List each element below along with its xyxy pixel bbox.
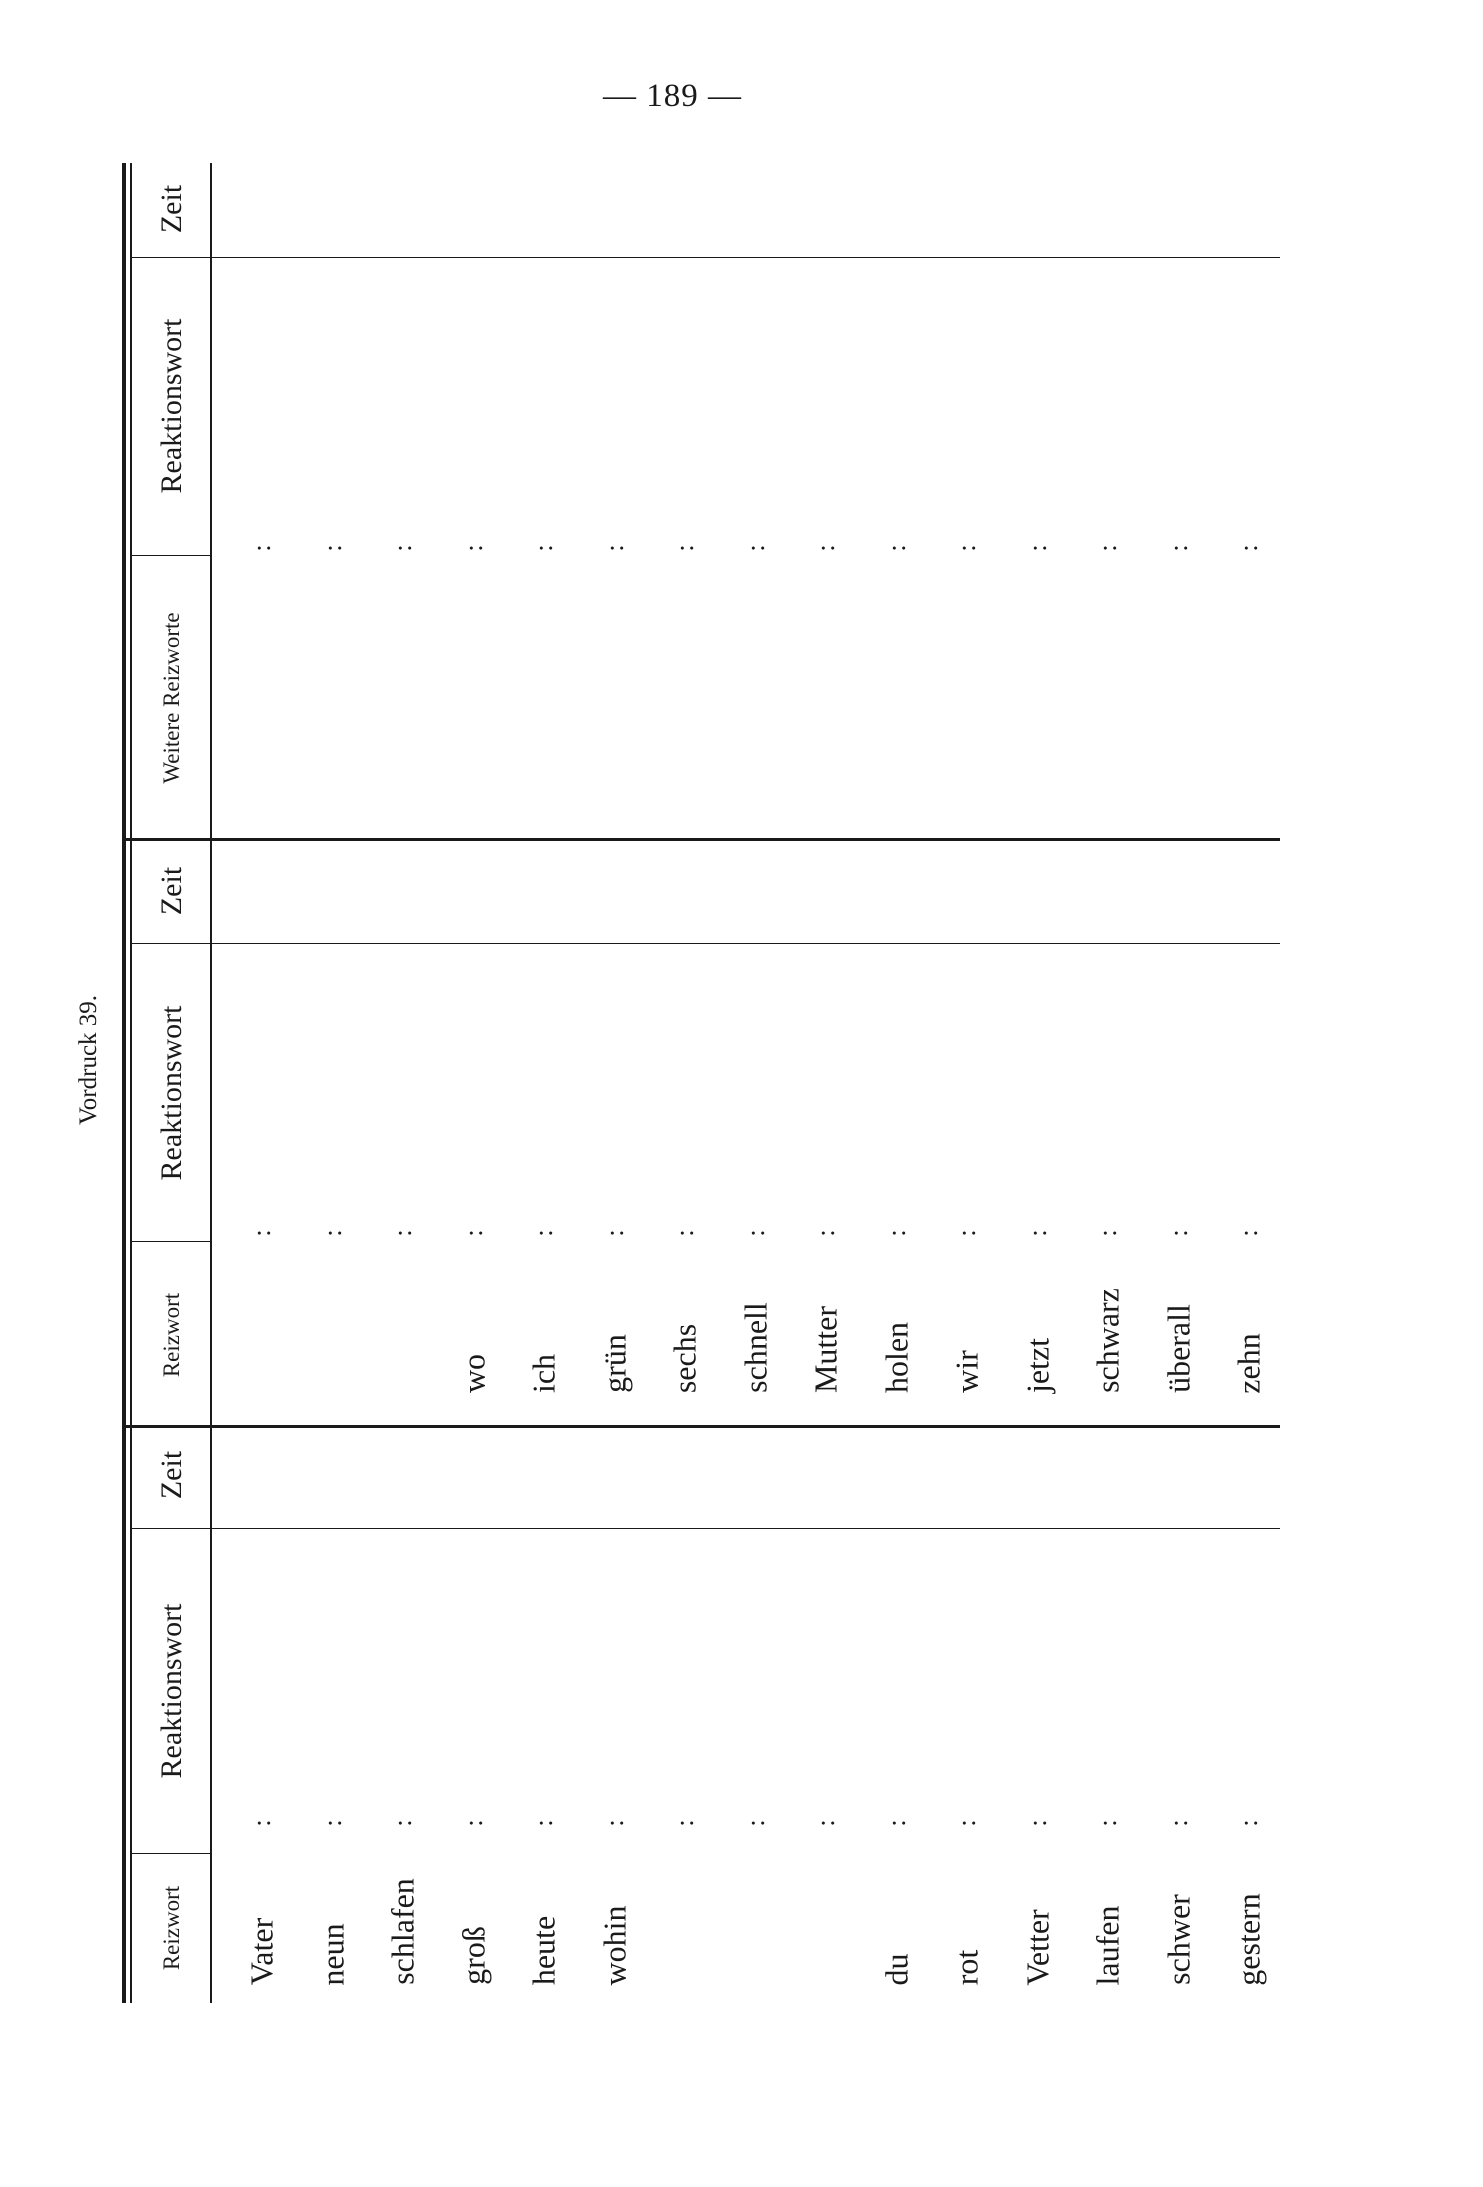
colon-mark: :: [599, 1229, 629, 1237]
header-tick: [132, 257, 210, 258]
colon-mark: :: [1022, 544, 1052, 552]
stimulus-word: gestern: [1230, 1892, 1267, 1986]
colon-mark: :: [1163, 1819, 1193, 1827]
colon-mark: :: [317, 1229, 347, 1237]
stimulus-word: holen: [878, 1321, 914, 1394]
stimulus-word: wo: [455, 1353, 491, 1394]
header-reaction-3: Reaktionswort: [155, 318, 188, 494]
stimulus-word: sechs: [666, 1323, 703, 1394]
colon-mark: :: [670, 1819, 699, 1827]
colon-mark: :: [952, 544, 981, 552]
colon-mark: :: [670, 544, 699, 552]
colon-mark: :: [881, 1229, 911, 1237]
stimulus-word: ich: [525, 1353, 562, 1394]
header-time-3: Zeit: [155, 184, 188, 234]
stimulus-word: schnell: [737, 1302, 773, 1393]
colon-mark: :: [1093, 1229, 1122, 1237]
stimulus-word: überall: [1160, 1304, 1196, 1393]
page-number: — 189 —: [603, 78, 742, 114]
association-form-table: [122, 163, 1280, 2003]
colon-mark: :: [529, 1229, 558, 1237]
colon-mark: :: [952, 1229, 981, 1237]
colon-mark: :: [388, 544, 417, 552]
stimulus-word: wir: [948, 1350, 985, 1393]
header-tick: [132, 555, 210, 556]
time-separator-3: [212, 257, 1280, 258]
colon-mark: :: [670, 1229, 699, 1237]
colon-mark: :: [529, 544, 558, 552]
colon-mark: :: [1093, 1819, 1122, 1827]
stimulus-word: zehn: [1230, 1332, 1267, 1394]
colon-mark: :: [1234, 1229, 1263, 1237]
stimulus-word: du: [878, 1953, 914, 1985]
header-time-1: Zeit: [155, 1450, 188, 1500]
colon-mark: :: [458, 544, 488, 552]
stimulus-word: rot: [948, 1949, 985, 1985]
colon-mark: :: [811, 1819, 840, 1827]
time-separator-2: [212, 943, 1280, 944]
stimulus-word: wohin: [596, 1905, 632, 1985]
header-tick: [132, 1241, 210, 1242]
colon-mark: :: [1163, 1229, 1193, 1237]
stimulus-word: Vetter: [1019, 1908, 1055, 1986]
colon-mark: :: [599, 544, 629, 552]
colon-mark: :: [458, 1819, 488, 1827]
header-reaction-2: Reaktionswort: [155, 1005, 188, 1181]
stimulus-word: groß: [455, 1926, 491, 1985]
colon-mark: :: [1022, 1819, 1052, 1827]
colon-mark: :: [811, 544, 840, 552]
colon-mark: :: [881, 1819, 911, 1827]
header-reaction-1: Reaktionswort: [155, 1603, 188, 1779]
colon-mark: :: [388, 1229, 417, 1237]
block-separator-2: [122, 838, 1280, 841]
stimulus-word: laufen: [1089, 1905, 1126, 1985]
colon-mark: :: [247, 544, 276, 552]
time-separator-1: [212, 1528, 1280, 1529]
header-stimulus-3: Weitere Reizworte: [159, 612, 184, 784]
header-time-2: Zeit: [155, 866, 188, 916]
colon-mark: :: [1163, 544, 1193, 552]
colon-mark: :: [247, 1229, 276, 1237]
block-separator-1: [122, 1425, 1280, 1428]
colon-mark: :: [1093, 544, 1122, 552]
colon-mark: :: [1022, 1229, 1052, 1237]
colon-mark: :: [1234, 544, 1263, 552]
colon-mark: :: [740, 1819, 770, 1827]
colon-mark: :: [317, 1819, 347, 1827]
colon-mark: :: [881, 544, 911, 552]
stimulus-word: Mutter: [807, 1305, 844, 1394]
stimulus-word: jetzt: [1019, 1337, 1055, 1394]
colon-mark: :: [317, 544, 347, 552]
colon-mark: :: [388, 1819, 417, 1827]
stimulus-word: schwarz: [1089, 1288, 1126, 1393]
left-border-outer: [122, 163, 126, 2003]
stimulus-word: neun: [314, 1922, 350, 1986]
colon-mark: :: [599, 1819, 629, 1827]
stimulus-word: Vater: [243, 1917, 280, 1985]
colon-mark: :: [1234, 1819, 1263, 1827]
form-label: Vordruck 39.: [75, 994, 102, 1126]
stimulus-word: heute: [525, 1915, 562, 1986]
header-tick: [132, 1528, 210, 1529]
header-separator: [210, 163, 212, 2003]
header-tick: [132, 1853, 210, 1854]
colon-mark: :: [740, 1229, 770, 1237]
colon-mark: :: [247, 1819, 276, 1827]
colon-mark: :: [529, 1819, 558, 1827]
colon-mark: :: [458, 1229, 488, 1237]
header-stimulus-1: Reizwort: [159, 1885, 184, 1971]
header-stimulus-2: Reizwort: [159, 1292, 184, 1378]
stimulus-word: schwer: [1160, 1894, 1196, 1985]
colon-mark: :: [740, 544, 770, 552]
colon-mark: :: [952, 1819, 981, 1827]
header-tick: [132, 943, 210, 944]
colon-mark: :: [811, 1229, 840, 1237]
stimulus-word: grün: [596, 1334, 632, 1393]
stimulus-word: schlafen: [384, 1878, 421, 1985]
left-border-inner: [130, 163, 132, 2003]
